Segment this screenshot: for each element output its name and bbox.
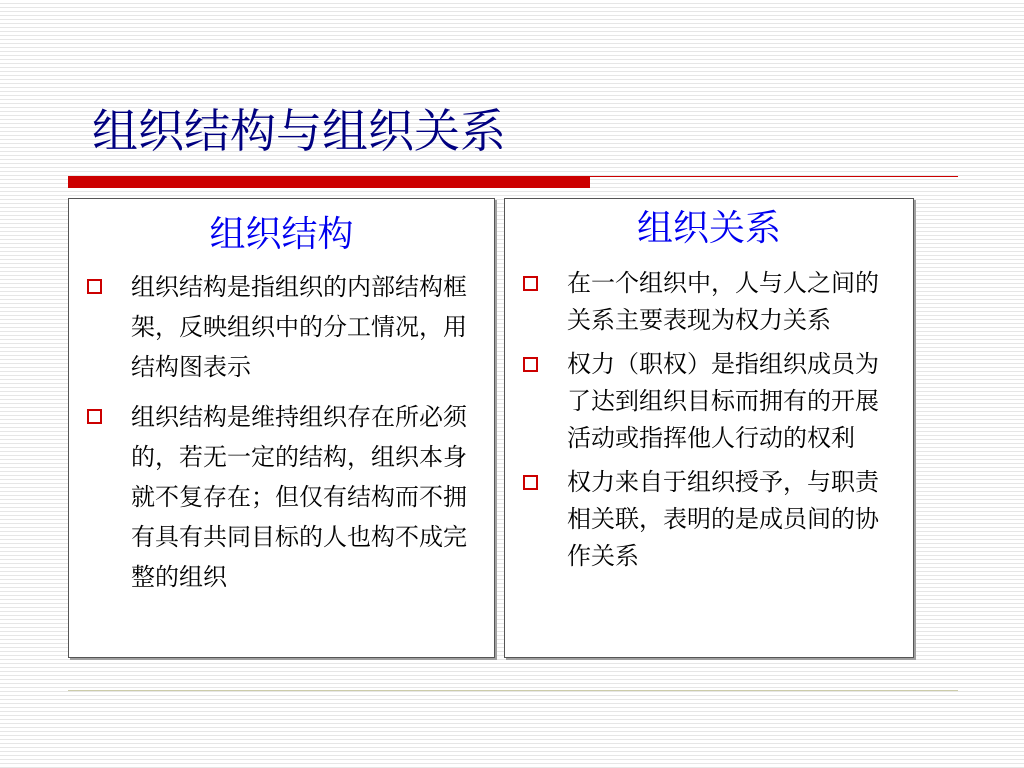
title-underline-red-bar [68, 176, 590, 188]
list-item [505, 265, 913, 339]
title-underline-thin-line [590, 176, 958, 177]
list-item [505, 464, 913, 575]
list-item-text: 权力来自于组织授予，与职责相关联，表明的是成员间的协作关系 [567, 468, 879, 570]
list-item [69, 267, 494, 387]
org-relation-panel [504, 198, 914, 658]
hollow-square-icon [523, 357, 538, 372]
hollow-square-icon [523, 276, 538, 291]
hollow-square-icon [87, 279, 102, 294]
list-item-text: 组织结构是维持组织存在所必须的，若无一定的结构，组织本身就不复存在；但仅有结构而不拥有具有共同目标的人也构不成完整的组织 [131, 403, 467, 591]
title-underline [68, 176, 958, 188]
org-relation-heading: 组织关系 [636, 208, 781, 249]
list-item-text: 组织结构是指组织的内部结构框架，反映组织中的分工情况，用结构图表示 [131, 273, 467, 381]
org-structure-panel [68, 198, 495, 658]
list-item [505, 346, 913, 457]
hollow-square-icon [87, 409, 102, 424]
list-item-text: 在一个组织中，人与人之间的关系主要表现为权力关系 [567, 269, 879, 334]
slide-title: 组织结构与组织关系 [92, 104, 506, 158]
list-item-text: 权力（职权）是指组织成员为了达到组织目标而拥有的开展活动或指挥他人行动的权利 [567, 350, 879, 452]
footer-divider [68, 690, 958, 691]
list-item [69, 397, 494, 597]
hollow-square-icon [523, 475, 538, 490]
org-relation-list [505, 265, 913, 575]
org-structure-list [69, 267, 494, 597]
org-structure-heading: 组织结构 [209, 214, 354, 255]
